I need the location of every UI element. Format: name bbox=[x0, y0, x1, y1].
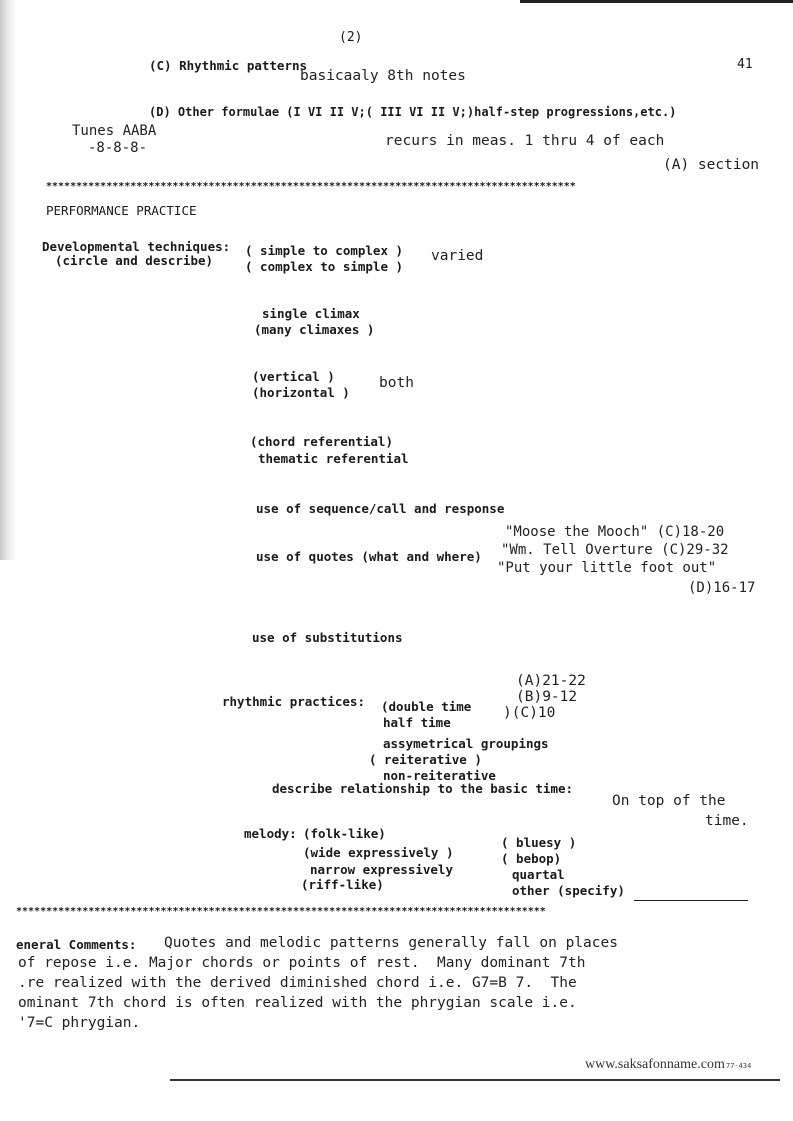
bluesy-option: ( bluesy ) bbox=[501, 835, 577, 850]
horizontal-option: (horizontal ) bbox=[252, 385, 350, 400]
other-specify-blank-line bbox=[634, 900, 748, 901]
vertical-horizontal-note: both bbox=[379, 375, 414, 391]
single-climax-option: single climax bbox=[262, 306, 360, 321]
sequence-call-response: use of sequence/call and response bbox=[256, 501, 505, 516]
other-specify-option: other (specify) bbox=[512, 883, 625, 898]
rhythm-location-b: (B)9-12 bbox=[516, 689, 578, 705]
describe-answer-line2: time. bbox=[705, 813, 749, 829]
page-number: 41 bbox=[737, 57, 753, 72]
rhythm-location-a: (A)21-22 bbox=[516, 673, 586, 689]
form-code: 77-434 bbox=[726, 1062, 752, 1070]
many-climaxes-option: (many climaxes ) bbox=[254, 322, 375, 337]
rhythmic-practices-label: rhythmic practices: bbox=[222, 694, 365, 709]
general-comments-label: eneral Comments: bbox=[16, 937, 137, 952]
separator-stars-2: **************************************************************************************** bbox=[16, 906, 546, 917]
quote-moose-the-mooch: "Moose the Mooch" (C)18-20 bbox=[505, 524, 725, 540]
developmental-note: varied bbox=[431, 248, 484, 264]
separator-stars: **************************************************************************************** bbox=[46, 181, 576, 192]
quartal-option: quartal bbox=[512, 867, 565, 882]
other-formulae-label: (D) Other formulae (I VI II V;( III VI II V;)half-step progressions,etc.) bbox=[149, 105, 677, 119]
thematic-referential-option: thematic referential bbox=[258, 451, 409, 466]
describe-relationship-label: describe relationship to the basic time: bbox=[272, 781, 574, 796]
folk-like-option: (folk-like) bbox=[303, 826, 386, 841]
bebop-option: ( bebop) bbox=[501, 851, 562, 866]
recurs-note: recurs in meas. 1 thru 4 of each bbox=[385, 133, 665, 149]
melody-label: melody: bbox=[244, 826, 297, 841]
comment-line-3: .re realized with the derived diminished chord i.e. G7=B 7. The bbox=[18, 975, 577, 991]
use-of-quotes-label: use of quotes (what and where) bbox=[256, 549, 482, 564]
rhythmic-patterns-label: (C) Rhythmic patterns bbox=[149, 58, 308, 73]
narrow-expressively-option: narrow expressively bbox=[310, 862, 453, 877]
double-time-option: (double time bbox=[381, 699, 472, 714]
half-time-option: half time bbox=[383, 715, 451, 730]
assymetrical-groupings-option: assymetrical groupings bbox=[383, 736, 549, 751]
performance-practice-heading: PERFORMANCE PRACTICE bbox=[46, 203, 197, 218]
developmental-techniques-label: Developmental techniques: bbox=[42, 239, 231, 254]
rhythm-location-c: )(C)10 bbox=[503, 705, 556, 721]
watermark-url: www.saksafonname.com bbox=[585, 1057, 725, 1072]
tunes-measures-note: -8-8-8- bbox=[88, 140, 148, 156]
comment-line-4: ominant 7th chord is often realized with the phrygian scale i.e. bbox=[18, 995, 577, 1011]
quote-william-tell: "Wm. Tell Overture (C)29-32 bbox=[501, 542, 729, 558]
wide-expressively-option: (wide expressively ) bbox=[303, 845, 454, 860]
page-header-number: (2) bbox=[339, 30, 363, 45]
simple-to-complex-option: ( simple to complex ) bbox=[245, 243, 404, 258]
comment-line-1: Quotes and melodic patterns generally fall on places bbox=[164, 935, 618, 951]
use-of-substitutions: use of substitutions bbox=[252, 630, 403, 645]
quote-location-d: (D)16-17 bbox=[688, 580, 756, 596]
quote-little-foot: "Put your little foot out" bbox=[497, 560, 717, 576]
comment-line-2: of repose i.e. Major chords or points of rest. Many dominant 7th bbox=[18, 955, 586, 971]
riff-like-option: (riff-like) bbox=[301, 877, 384, 892]
bottom-rule bbox=[170, 1079, 780, 1081]
describe-answer-line1: On top of the bbox=[612, 793, 726, 809]
comment-line-5: '7=C phrygian. bbox=[18, 1015, 141, 1031]
scan-edge-shadow bbox=[0, 0, 16, 560]
top-rule bbox=[520, 0, 793, 3]
reiterative-option: ( reiterative ) bbox=[369, 752, 482, 767]
complex-to-simple-option: ( complex to simple ) bbox=[245, 259, 404, 274]
section-note: (A) section bbox=[663, 157, 760, 173]
circle-describe-hint: (circle and describe) bbox=[55, 253, 214, 268]
non-reiterative-option: non-reiterative bbox=[383, 768, 496, 783]
chord-referential-option: (chord referential) bbox=[250, 434, 393, 449]
rhythmic-patterns-note: basicaaly 8th notes bbox=[300, 68, 466, 84]
vertical-option: (vertical ) bbox=[252, 369, 335, 384]
tunes-form-note: Tunes AABA bbox=[72, 123, 157, 139]
